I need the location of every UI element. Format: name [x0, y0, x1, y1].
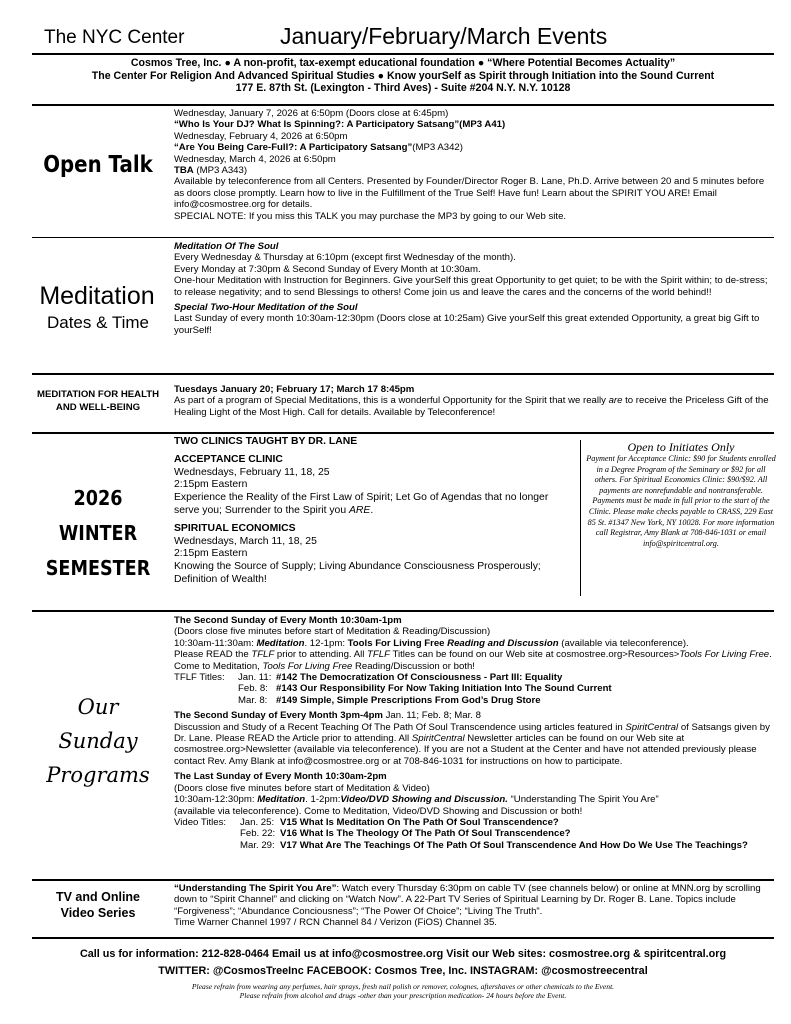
talk-entry: [174, 119, 774, 130]
sunday-label-line: Sunday: [58, 729, 138, 753]
meditation-label: Meditation: [39, 282, 155, 310]
clinics-heading: TWO CLINICS TAUGHT BY DR. LANE: [174, 436, 358, 447]
semester-label: [36, 481, 159, 586]
meditation-description: One-hour Meditation with Instruction for Beginners. Give yourSelf this great Opportunity to get quiet; to be with the Spirit within; to de-stress; to release negativity; and to send Blessings to others! Come join us and leave the cares and the concerns of the world behind!!: [174, 275, 768, 298]
program-description: Discussion and Study of a Recent Teaching Of The Path Of Soul Transcendence using articles featured in SpiritCentral of Satsangs given by Dr. Lane. Please READ the Article prior to attending. All SpiritCentral Newsletter articles can be found on our Web site at cosmostree.org>Newsletter (available via teleconference). If you are not a Student at the Center and have not attended previously please contact Rev. Amy Blank at info@cosmostree.org or at 708-846-1031 for instructions on how to participate.: [174, 721, 770, 767]
tv-channels: Time Warner Channel 1997 / RCN Channel 84 / Verizon (FiOS) Channel 35.: [174, 917, 497, 929]
footer-notes: [32, 982, 774, 1000]
clinic-description: Experience the Reality of the First Law of Spirit; Let Go of Agendas that no longer serve you; Surrender to the Spirit you ARE.: [174, 492, 549, 516]
tv-section: [174, 883, 774, 929]
health-label: [28, 388, 168, 414]
talk-entry: [174, 142, 774, 153]
initiates-text: Payment for Acceptance Clinic: $90 for Students enrolled in a Degree Program of the Seminary or $92 for all others. For Spiritual Economics Clinic: $90/$92. All payments are nonrefundable and nontransferable. Payments must be made in full prior to the start of the Clinic. Please make checks payable to CRASS, 229 East 85 St. #1347 New York, NY 10028. For more information call Registrar, Amy Blank at 708-846-1031 or email info@spiritcentral.org.: [586, 454, 776, 548]
clinic-time: 2:15pm Eastern: [174, 479, 248, 491]
footer-contact-line: Call us for information: 212-828-0464 Email us at info@cosmostree.org Visit our Web sites: cosmostree.org & spiritcentral.org: [79, 948, 727, 960]
program-description: Please READ the TFLF prior to attending. All TFLF Titles can be found on our Web site at cosmostree.org>Resources>Tools For Living Free. Come to Meditation, Tools For Living Free Reading/Discussion or both!: [174, 649, 772, 672]
title-list-item: Mar. 8: #149 Simple, Simple Prescriptions From God’s Drug Store: [238, 694, 541, 706]
semester-label-line: WINTER: [58, 521, 138, 545]
program-schedule: 10:30am-11:30am: Meditation. 12-1pm: Tools For Living Free Reading and Discussion (available via teleconference).: [174, 637, 689, 649]
tv-label-line: TV and Online: [55, 890, 141, 904]
divider: [32, 610, 774, 612]
talk-entry: [174, 165, 774, 176]
divider: [32, 53, 774, 55]
footer-social-line: TWITTER: @CosmosTreeInc FACEBOOK: Cosmos Tree, Inc. INSTAGRAM: @cosmostreecentral: [158, 965, 648, 977]
talk-date: Wednesday, January 7, 2026 at 6:50pm (Doors close at 6:45pm): [174, 108, 449, 119]
sunday-section: [174, 615, 774, 851]
tv-description: “Understanding The Spirit You Are”: Watch every Thursday 6:30pm on cable TV (see channels below) or online at MNN.org by scrolling down to “Spirit Channel” and clicking on “Watch Now”. A 22-Part TV Series of Spiritual Learning by Dr. Roger B. Lane. Topics include “Forgiveness”; “Abundance Conciousness”; “The Power Of Choice”; “Living The Truth”.: [174, 883, 761, 917]
footer-note: Please refrain from wearing any perfumes, hair sprays, fresh nail polish or remover, colognes, aftershaves or other chemicals to the Event.: [191, 982, 615, 991]
program-schedule: 10:30am-12:30pm: Meditation. 1-2pm:Video/DVD Showing and Discussion. “Understanding The Spirit You Are”: [174, 794, 659, 806]
title-list-item: Mar. 29: V17 What Are The Teachings Of The Path Of Soul Transcendence And How Do We Use The Teachings?: [240, 839, 748, 851]
initiates-title: Open to Initiates Only: [627, 440, 735, 454]
talk-code: (MP3 A41): [459, 119, 506, 131]
title-list-item: Feb. 8: #143 Our Responsibility For Now Taking Initiation Into The Sound Current: [238, 683, 612, 695]
org-info: [32, 57, 774, 95]
program-title: The Last Sunday of Every Month 10:30am-2pm: [174, 771, 387, 783]
talk-date: Wednesday, February 4, 2026 at 6:50pm: [174, 130, 348, 142]
meditation-section: [174, 241, 774, 336]
title-list-item: TFLF Titles: Jan. 11: #142 The Democratization Of Consciousness - Part III: Equality: [174, 672, 563, 684]
divider: [32, 237, 774, 238]
sunday-label-line: Our: [77, 695, 119, 719]
clinic-dates: Wednesdays, February 11, 18, 25: [174, 466, 330, 478]
talk-code: (MP3 A342): [412, 142, 463, 154]
program-description: (available via teleconference). Come to Meditation, Video/DVD Showing and Discussion or both!: [174, 805, 583, 817]
talk-title: TBA: [174, 165, 194, 177]
divider: [32, 879, 774, 881]
health-label-line: AND WELL-BEING: [55, 402, 141, 413]
clinic-title: SPIRITUAL ECONOMICS: [174, 522, 296, 534]
talk-date: Wednesday, March 4, 2026 at 6:50pm: [174, 153, 336, 165]
clinics-section: [174, 436, 574, 587]
clinic-time: 2:15pm Eastern: [174, 548, 248, 560]
tv-label: [28, 889, 168, 921]
footer-contact: [32, 946, 774, 980]
sunday-label-line: Programs: [46, 763, 150, 787]
title-list-item: Video Titles: Jan. 25: V15 What Is Meditation On The Path Of Soul Transcendence?: [174, 816, 559, 828]
title-list-item: Feb. 22: V16 What Is The Theology Of The Path Of Soul Transcendence?: [240, 828, 571, 840]
org-info-line: Cosmos Tree, Inc. ● A non-profit, tax-exempt educational foundation ● “Where Potential Becomes Actuality”: [130, 57, 676, 69]
clinic-description: Knowing the Source of Supply; Living Abundance Consciousness Prosperously; Definition of Wealth!: [174, 561, 541, 585]
health-section: [174, 384, 774, 418]
open-talk-section: [174, 108, 774, 222]
divider: [32, 373, 774, 375]
talk-code: (MP3 A343): [193, 165, 248, 177]
program-doors: (Doors close five minutes before start of Meditation & Video): [174, 782, 430, 794]
special-meditation-title: Special Two-Hour Meditation of the Soul: [174, 302, 358, 314]
meditation-sublabel: Dates & Time: [46, 313, 150, 332]
tv-label-line: Video Series: [60, 906, 136, 920]
semester-label-line: SEMESTER: [45, 556, 151, 580]
divider: [32, 104, 774, 106]
meditation-title: Meditation Of The Soul: [174, 241, 279, 252]
meditation-schedule: Every Wednesday & Thursday at 6:10pm (except first Wednesday of the month).: [174, 252, 516, 264]
health-label-line: MEDITATION FOR HEALTH: [36, 389, 160, 400]
footer-note: Please refrain from alcohol and drugs -other than your prescription medication- 24 hours before the Event.: [239, 991, 567, 1000]
talk-description: Available by teleconference from all Centers. Presented by Founder/Director Roger B. Lane, Ph.D. Arrive between 20 and 5 minutes before as doors close promptly. Learn how to live in the Fulfillment of the True Self! Have fun! Learn about the SPIRIT YOU ARE! Email info@cosmostree.org for details.: [174, 176, 765, 211]
program-title: The Second Sunday of Every Month 10:30am-1pm: [174, 615, 402, 626]
health-description: As part of a program of Special Meditations, this is a wonderful Opportunity for the Spirit that we really are to receive the Priceless Gift of the Healing Light of the Most High. Call for details. Available by Teleconference!: [174, 395, 769, 418]
program-doors: (Doors close five minutes before start of Meditation & Reading/Discussion): [174, 626, 491, 638]
talk-title: “Who Is Your DJ? What Is Spinning?: A Participatory Satsang”: [174, 119, 460, 131]
sunday-label: [28, 690, 168, 792]
divider: [32, 937, 774, 939]
initiates-box: [586, 440, 776, 549]
open-talk-label: Open Talk: [43, 152, 153, 178]
divider: [580, 440, 581, 596]
meditation-schedule: Every Monday at 7:30pm & Second Sunday of Every Month at 10:30am.: [174, 263, 481, 275]
talk-title: “Are You Being Care-Full?: A Participatory Satsang”: [174, 142, 413, 154]
health-dates: Tuesdays January 20; February 17; March 17 8:45pm: [174, 384, 415, 395]
clinic-dates: Wednesdays, March 11, 18, 25: [174, 535, 317, 547]
page-title: January/February/March Events: [280, 23, 608, 49]
program-title: The Second Sunday of Every Month 3pm-4pm Jan. 11; Feb. 8; Mar. 8: [174, 710, 481, 722]
semester-label-line: 2026: [73, 486, 123, 510]
center-name: The NYC Center: [44, 27, 185, 48]
org-info-line: 177 E. 87th St. (Lexington - Third Aves) - Suite #204 N.Y. N.Y. 10128: [235, 82, 571, 94]
clinic-title: ACCEPTANCE CLINIC: [174, 453, 283, 465]
special-meditation-description: Last Sunday of every month 10:30am-12:30pm (Doors close at 10:25am) Give yourSelf this great extended Opportunity, a great big Gift to yourSelf!: [174, 313, 760, 336]
talk-note: SPECIAL NOTE: If you miss this TALK you may purchase the MP3 by going to our Web site.: [174, 210, 567, 222]
org-info-line: The Center For Religion And Advanced Spiritual Studies ● Know yourSelf as Spirit through Initiation into the Sound Current: [91, 69, 715, 82]
divider: [32, 432, 774, 434]
